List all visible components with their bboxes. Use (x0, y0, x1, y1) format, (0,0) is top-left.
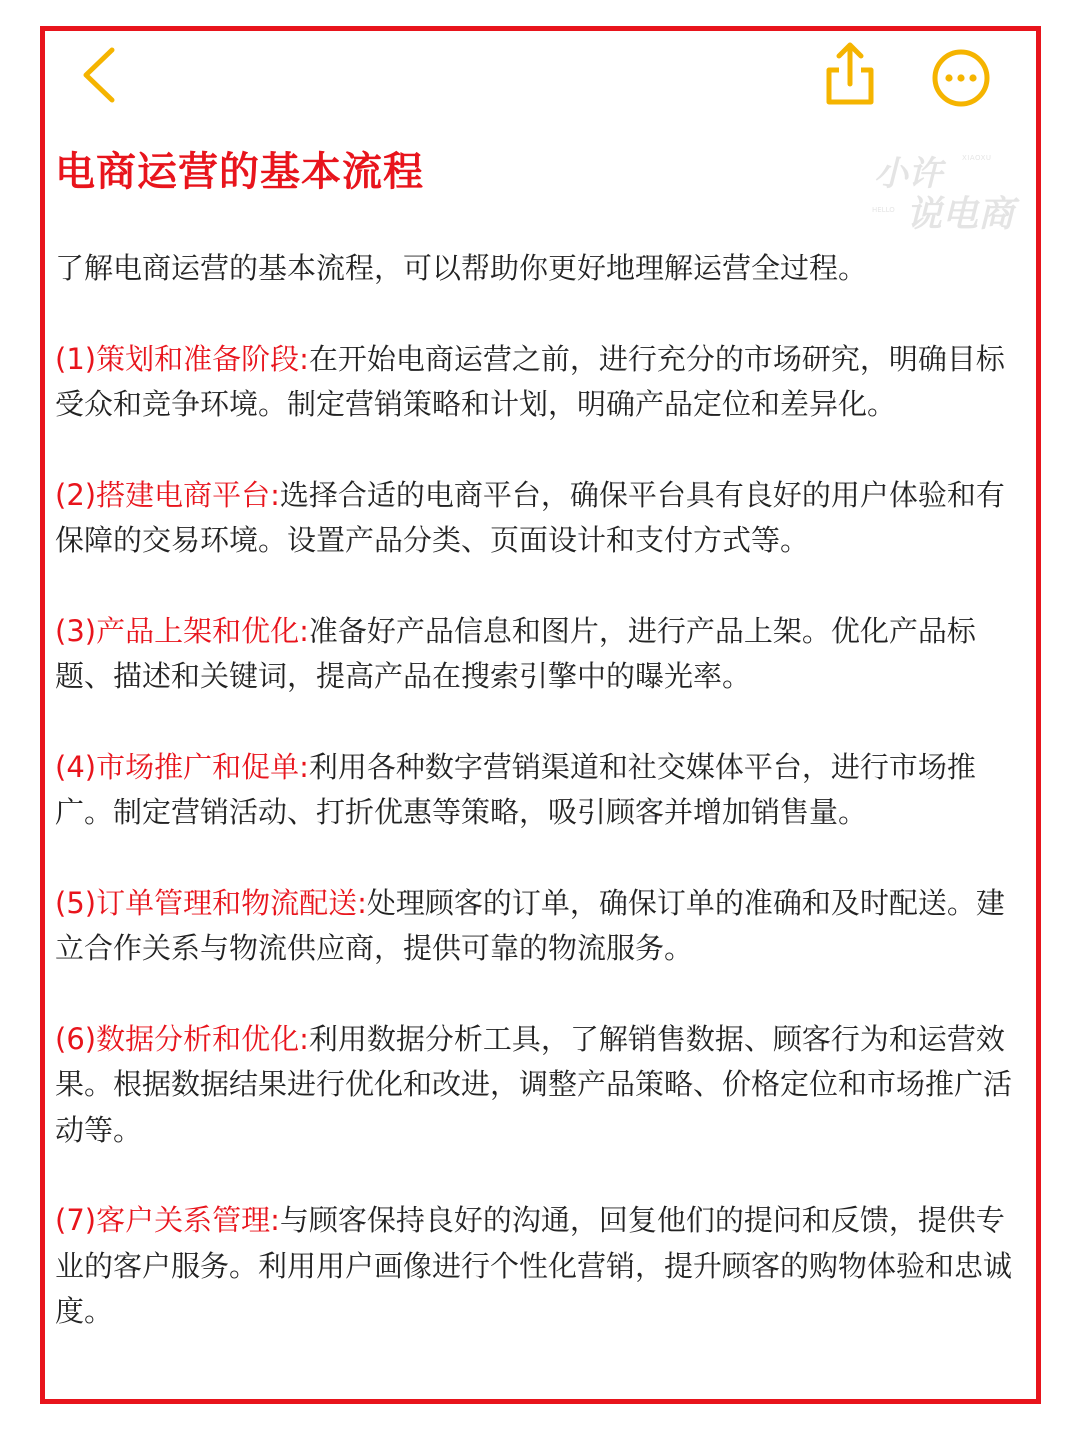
more-button[interactable] (930, 47, 992, 109)
top-bar (0, 0, 1080, 110)
section-heading: (6)数据分析和优化: (55, 1021, 309, 1056)
section-text: 利用数据分析工具，了解销售数据、顾客行为和运营效果。根据数据结果进行优化和改进，调整产品策略、价格定位和市场推广活动等。 (55, 1021, 1013, 1147)
section-paragraph (55, 881, 1030, 972)
section-text: 处理顾客的订单，确保订单的准确和及时配送。建立合作关系与物流供应商，提供可靠的物流服务。 (55, 885, 1005, 965)
section-text: 选择合适的电商平台，确保平台具有良好的用户体验和有保障的交易环境。设置产品分类、页面设计和支付方式等。 (55, 477, 1005, 557)
section-text: 准备好产品信息和图片，进行产品上架。优化产品标题、描述和关键词，提高产品在搜索引擎中的曝光率。 (55, 613, 976, 693)
section-heading: (1)策划和准备阶段: (55, 341, 309, 376)
section-paragraph (55, 609, 1030, 700)
section-heading: (5)订单管理和物流配送: (55, 885, 367, 920)
section-text: 在开始电商运营之前，进行充分的市场研究，明确目标受众和竞争环境。制定营销策略和计划，明确产品定位和差异化。 (55, 341, 1005, 421)
section-paragraph (55, 1198, 1030, 1335)
more-icon (930, 47, 992, 109)
intro-paragraph: 了解电商运营的基本流程，可以帮助你更好地理解运营全过程。 (55, 251, 868, 285)
section-paragraph (55, 745, 1030, 836)
share-icon (820, 40, 880, 108)
section-paragraph (55, 473, 1030, 564)
section-paragraph (55, 1017, 1030, 1154)
section-heading: (7)客户关系管理: (55, 1203, 280, 1237)
section-heading: (3)产品上架和优化: (55, 613, 309, 648)
watermark-line1: 小许 (874, 154, 942, 194)
section-text: 利用各种数字营销渠道和社交媒体平台，进行市场推广。制定营销活动、打折优惠等策略，吸引顾客并增加销售量。 (55, 749, 976, 829)
section-text: 与顾客保持良好的沟通，回复他们的提问和反馈，提供专业的客户服务。利用用户画像进行个性化营销，提升顾客的购物体验和忠诚度。 (55, 1203, 1013, 1328)
article-body (55, 246, 1030, 1380)
watermark-small3: HELLO (872, 206, 895, 214)
section-heading: (4)市场推广和促单: (55, 749, 309, 784)
share-button[interactable] (820, 40, 880, 108)
section-heading: (2)搭建电商平台: (55, 477, 280, 512)
watermark-line2: 说电商 (906, 193, 1015, 235)
section-paragraph (55, 337, 1030, 428)
chevron-left-icon (76, 44, 126, 106)
back-button[interactable] (76, 44, 126, 106)
watermark-small1: XIAOXU (962, 154, 992, 162)
page-title: 电商运营的基本流程 (55, 149, 424, 195)
